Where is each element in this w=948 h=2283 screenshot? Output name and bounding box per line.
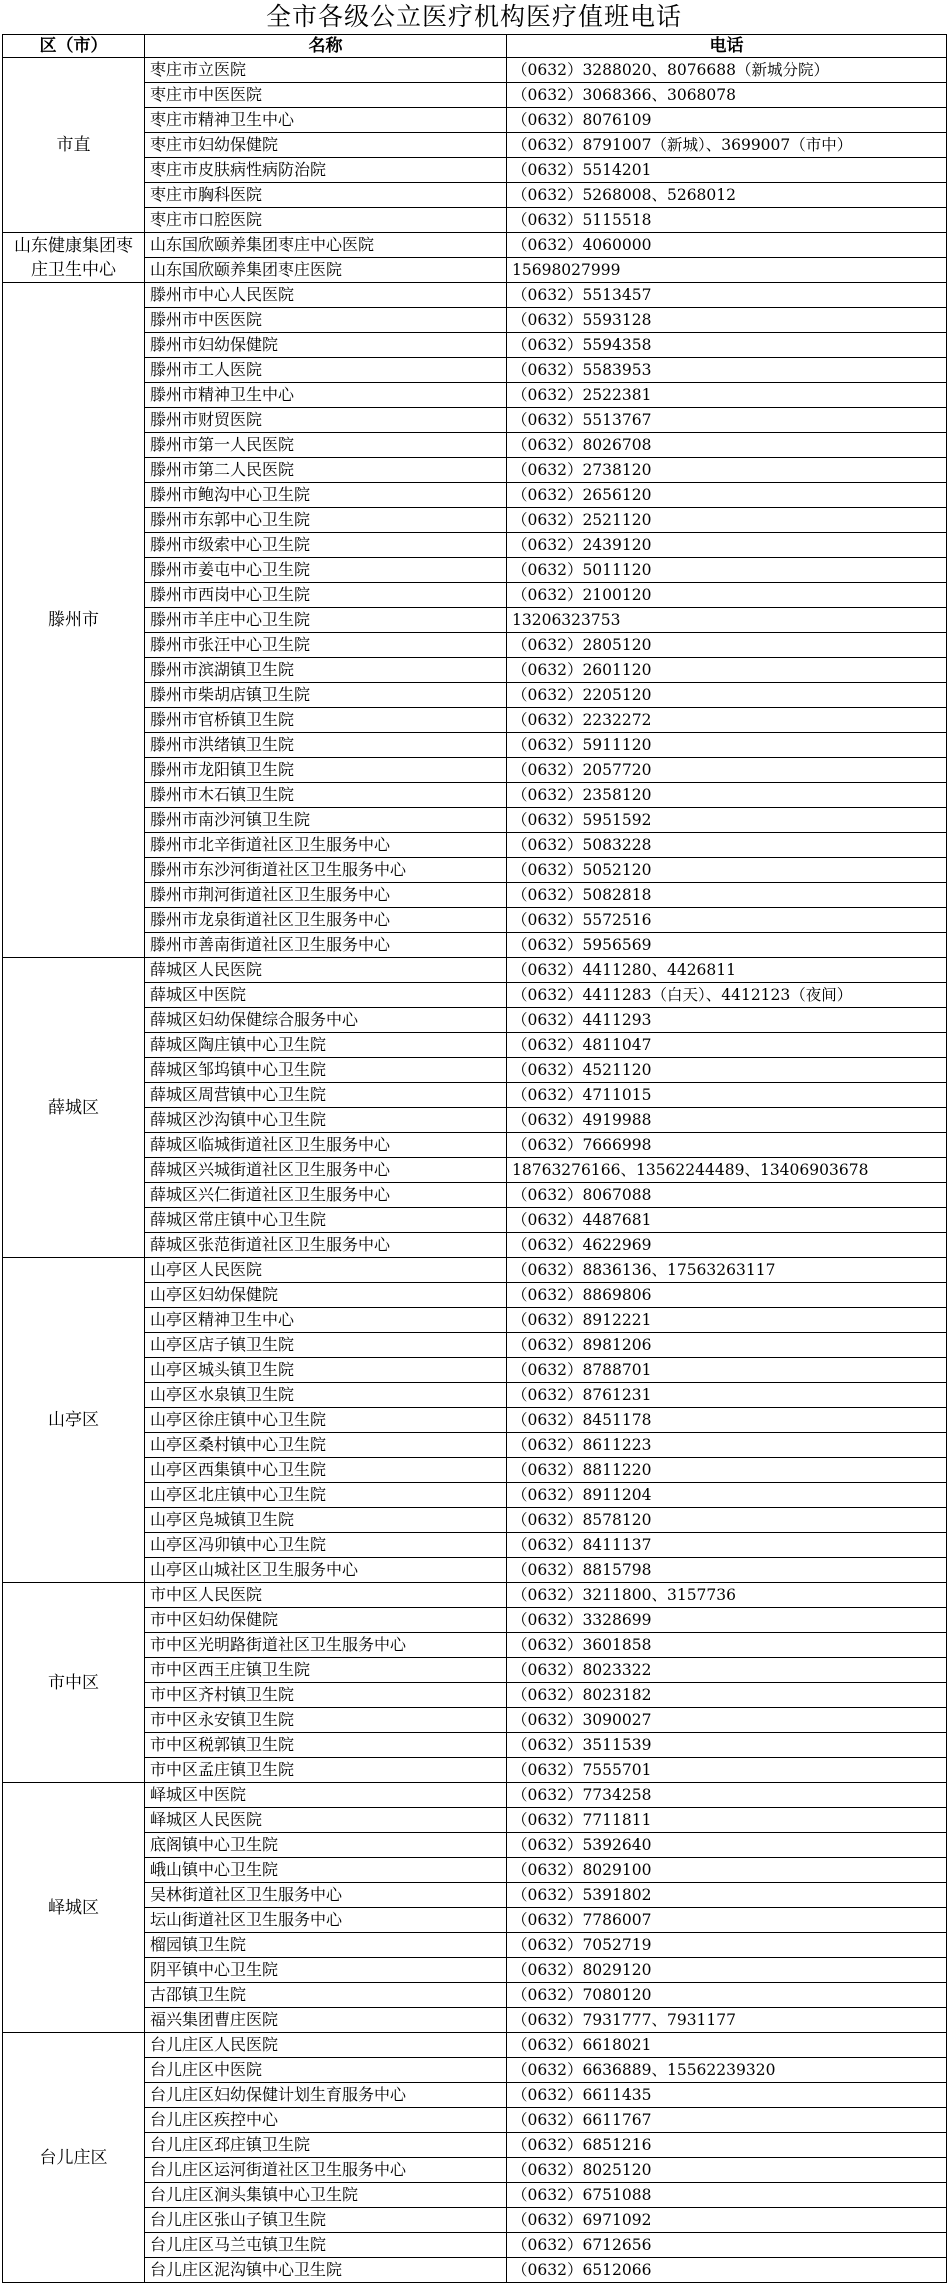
institution-name-cell: 台儿庄区中医院 (145, 2058, 507, 2083)
phone-cell: 13206323753 (507, 608, 947, 633)
phone-cell: （0632）7555701 (507, 1758, 947, 1783)
district-cell: 山东健康集团枣庄卫生中心 (3, 233, 145, 283)
phone-cell: （0632）7734258 (507, 1783, 947, 1808)
phone-cell: （0632）5082818 (507, 883, 947, 908)
phone-cell: （0632）6512066 (507, 2258, 947, 2283)
table-row (3, 1333, 947, 1358)
institution-name-cell: 薛城区邹坞镇中心卫生院 (145, 1058, 507, 1083)
table-row (3, 1133, 947, 1158)
phone-cell: （0632）5572516 (507, 908, 947, 933)
phone-cell: （0632）7931777、7931177 (507, 2008, 947, 2033)
table-row (3, 358, 947, 383)
institution-name-cell: 山亭区人民医院 (145, 1258, 507, 1283)
phone-cell: （0632）7786007 (507, 1908, 947, 1933)
institution-name-cell: 滕州市北辛街道社区卫生服务中心 (145, 833, 507, 858)
institution-name-cell: 滕州市级索中心卫生院 (145, 533, 507, 558)
table-row (3, 533, 947, 558)
table-row (3, 1758, 947, 1783)
table-row (3, 758, 947, 783)
institution-name-cell: 滕州市善南街道社区卫生服务中心 (145, 933, 507, 958)
institution-name-cell: 市中区税郭镇卫生院 (145, 1733, 507, 1758)
institution-name-cell: 台儿庄区妇幼保健计划生育服务中心 (145, 2083, 507, 2108)
institution-name-cell: 薛城区人民医院 (145, 958, 507, 983)
institution-name-cell: 山亭区北庄镇中心卫生院 (145, 1483, 507, 1508)
phone-cell: （0632）4919988 (507, 1108, 947, 1133)
institution-name-cell: 山亭区城头镇卫生院 (145, 1358, 507, 1383)
phone-cell: （0632）2522381 (507, 383, 947, 408)
institution-name-cell: 枣庄市立医院 (145, 58, 507, 83)
table-row (3, 433, 947, 458)
institution-name-cell: 台儿庄区涧头集镇中心卫生院 (145, 2183, 507, 2208)
table-row (3, 658, 947, 683)
institution-name-cell: 薛城区兴城街道社区卫生服务中心 (145, 1158, 507, 1183)
table-row (3, 958, 947, 983)
table-row (3, 1008, 947, 1033)
phone-cell: （0632）5956569 (507, 933, 947, 958)
phone-cell: （0632）2358120 (507, 783, 947, 808)
institution-name-cell: 滕州市第二人民医院 (145, 458, 507, 483)
table-row (3, 1583, 947, 1608)
table-row (3, 383, 947, 408)
table-row (3, 1983, 947, 2008)
phone-cell: （0632）6851216 (507, 2133, 947, 2158)
institution-name-cell: 市中区孟庄镇卫生院 (145, 1758, 507, 1783)
institution-name-cell: 榴园镇卫生院 (145, 1933, 507, 1958)
institution-name-cell: 滕州市中心人民医院 (145, 283, 507, 308)
table-row (3, 1258, 947, 1283)
phone-cell: （0632）8023182 (507, 1683, 947, 1708)
institution-name-cell: 福兴集团曹庄医院 (145, 2008, 507, 2033)
table-row (3, 633, 947, 658)
table-row (3, 1183, 947, 1208)
phone-cell: （0632）8788701 (507, 1358, 947, 1383)
table-row (3, 1058, 947, 1083)
phone-cell: （0632）2738120 (507, 458, 947, 483)
table-row (3, 2083, 947, 2108)
table-row (3, 2033, 947, 2058)
institution-name-cell: 山东国欣颐养集团枣庄中心医院 (145, 233, 507, 258)
institution-name-cell: 薛城区妇幼保健综合服务中心 (145, 1008, 507, 1033)
phone-cell: （0632）5052120 (507, 858, 947, 883)
phone-cell: （0632）4411283（白天）、4412123（夜间） (507, 983, 947, 1008)
table-row (3, 983, 947, 1008)
phone-cell: （0632）5911120 (507, 733, 947, 758)
phone-cell: （0632）4811047 (507, 1033, 947, 1058)
phone-cell: （0632）8026708 (507, 433, 947, 458)
phone-cell: （0632）3511539 (507, 1733, 947, 1758)
table-row (3, 1833, 947, 1858)
table-row (3, 258, 947, 283)
table-row (3, 458, 947, 483)
table-row (3, 1533, 947, 1558)
institution-name-cell: 山亭区西集镇中心卫生院 (145, 1458, 507, 1483)
institution-name-cell: 滕州市中医医院 (145, 308, 507, 333)
phone-cell: （0632）6611435 (507, 2083, 947, 2108)
phone-cell: 15698027999 (507, 258, 947, 283)
column-header-district: 区（市） (3, 35, 145, 58)
institution-name-cell: 山亭区妇幼保健院 (145, 1283, 507, 1308)
institution-name-cell: 山亭区店子镇卫生院 (145, 1333, 507, 1358)
table-row (3, 883, 947, 908)
table-row (3, 1633, 947, 1658)
institution-name-cell: 枣庄市口腔医院 (145, 208, 507, 233)
column-header-phone: 电话 (507, 35, 947, 58)
table-row (3, 1508, 947, 1533)
table-row (3, 558, 947, 583)
institution-name-cell: 市中区西王庄镇卫生院 (145, 1658, 507, 1683)
table-row (3, 1158, 947, 1183)
institution-name-cell: 滕州市柴胡店镇卫生院 (145, 683, 507, 708)
institution-name-cell: 市中区妇幼保健院 (145, 1608, 507, 1633)
institution-name-cell: 山东国欣颐养集团枣庄医院 (145, 258, 507, 283)
phone-cell: （0632）8761231 (507, 1383, 947, 1408)
table-row (3, 408, 947, 433)
phone-cell: （0632）8869806 (507, 1283, 947, 1308)
phone-cell: （0632）5513767 (507, 408, 947, 433)
phone-cell: （0632）8029100 (507, 1858, 947, 1883)
institution-name-cell: 滕州市官桥镇卫生院 (145, 708, 507, 733)
table-row (3, 583, 947, 608)
table-row (3, 1733, 947, 1758)
institution-name-cell: 滕州市木石镇卫生院 (145, 783, 507, 808)
institution-name-cell: 滕州市东沙河街道社区卫生服务中心 (145, 858, 507, 883)
phone-cell: （0632）6971092 (507, 2208, 947, 2233)
phone-cell: （0632）5115518 (507, 208, 947, 233)
district-cell: 山亭区 (3, 1258, 145, 1583)
phone-cell: （0632）8411137 (507, 1533, 947, 1558)
phone-cell: （0632）6618021 (507, 2033, 947, 2058)
institution-name-cell: 滕州市羊庄中心卫生院 (145, 608, 507, 633)
district-cell: 峄城区 (3, 1783, 145, 2033)
table-row (3, 1458, 947, 1483)
phone-cell: （0632）7666998 (507, 1133, 947, 1158)
institution-name-cell: 滕州市财贸医院 (145, 408, 507, 433)
phone-cell: （0632）2439120 (507, 533, 947, 558)
phone-cell: （0632）5513457 (507, 283, 947, 308)
institution-name-cell: 滕州市南沙河镇卫生院 (145, 808, 507, 833)
phone-cell: （0632）4711015 (507, 1083, 947, 1108)
phone-cell: （0632）8811220 (507, 1458, 947, 1483)
institution-name-cell: 枣庄市中医医院 (145, 83, 507, 108)
table-row (3, 1558, 947, 1583)
institution-name-cell: 台儿庄区马兰屯镇卫生院 (145, 2233, 507, 2258)
institution-name-cell: 滕州市鲍沟中心卫生院 (145, 483, 507, 508)
phone-cell: （0632）5594358 (507, 333, 947, 358)
phone-cell: （0632）3328699 (507, 1608, 947, 1633)
district-cell: 市直 (3, 58, 145, 233)
institution-name-cell: 滕州市姜屯中心卫生院 (145, 558, 507, 583)
hospital-phone-table (2, 34, 947, 2283)
institution-name-cell: 坛山街道社区卫生服务中心 (145, 1908, 507, 1933)
phone-cell: （0632）4521120 (507, 1058, 947, 1083)
table-row (3, 2058, 947, 2083)
phone-cell: （0632）4487681 (507, 1208, 947, 1233)
institution-name-cell: 市中区光明路街道社区卫生服务中心 (145, 1633, 507, 1658)
table-row (3, 2158, 947, 2183)
table-row (3, 1958, 947, 1983)
phone-cell: （0632）3601858 (507, 1633, 947, 1658)
phone-cell: 18763276166、13562244489、13406903678 (507, 1158, 947, 1183)
table-row (3, 1908, 947, 1933)
table-row (3, 2208, 947, 2233)
table-row (3, 158, 947, 183)
phone-cell: （0632）6712656 (507, 2233, 947, 2258)
phone-cell: （0632）5583953 (507, 358, 947, 383)
phone-cell: （0632）5514201 (507, 158, 947, 183)
institution-name-cell: 滕州市工人医院 (145, 358, 507, 383)
phone-cell: （0632）4622969 (507, 1233, 947, 1258)
table-row (3, 1783, 947, 1808)
table-row (3, 283, 947, 308)
institution-name-cell: 薛城区沙沟镇中心卫生院 (145, 1108, 507, 1133)
institution-name-cell: 薛城区临城街道社区卫生服务中心 (145, 1133, 507, 1158)
phone-cell: （0632）2805120 (507, 633, 947, 658)
phone-cell: （0632）8611223 (507, 1433, 947, 1458)
institution-name-cell: 台儿庄区运河街道社区卫生服务中心 (145, 2158, 507, 2183)
institution-name-cell: 底阁镇中心卫生院 (145, 1833, 507, 1858)
institution-name-cell: 阴平镇中心卫生院 (145, 1958, 507, 1983)
table-row (3, 1883, 947, 1908)
phone-cell: （0632）5083228 (507, 833, 947, 858)
table-row (3, 333, 947, 358)
phone-cell: （0632）7711811 (507, 1808, 947, 1833)
phone-cell: （0632）8067088 (507, 1183, 947, 1208)
institution-name-cell: 市中区齐村镇卫生院 (145, 1683, 507, 1708)
institution-name-cell: 台儿庄区邳庄镇卫生院 (145, 2133, 507, 2158)
table-row (3, 808, 947, 833)
table-row (3, 2108, 947, 2133)
institution-name-cell: 滕州市滨湖镇卫生院 (145, 658, 507, 683)
phone-cell: （0632）8912221 (507, 1308, 947, 1333)
institution-name-cell: 滕州市妇幼保健院 (145, 333, 507, 358)
institution-name-cell: 滕州市洪绪镇卫生院 (145, 733, 507, 758)
phone-cell: （0632）3288020、8076688（新城分院） (507, 58, 947, 83)
institution-name-cell: 山亭区水泉镇卫生院 (145, 1383, 507, 1408)
phone-cell: （0632）8836136、17563263117 (507, 1258, 947, 1283)
phone-cell: （0632）4411293 (507, 1008, 947, 1033)
table-row (3, 58, 947, 83)
phone-cell: （0632）2057720 (507, 758, 947, 783)
institution-name-cell: 滕州市龙泉街道社区卫生服务中心 (145, 908, 507, 933)
table-row (3, 208, 947, 233)
phone-cell: （0632）2205120 (507, 683, 947, 708)
table-row (3, 1233, 947, 1258)
table-row (3, 1108, 947, 1133)
phone-cell: （0632）7080120 (507, 1983, 947, 2008)
table-row (3, 733, 947, 758)
table-row (3, 183, 947, 208)
phone-cell: （0632）8076109 (507, 108, 947, 133)
institution-name-cell: 峄城区中医院 (145, 1783, 507, 1808)
institution-name-cell: 薛城区周营镇中心卫生院 (145, 1083, 507, 1108)
phone-cell: （0632）6751088 (507, 2183, 947, 2208)
phone-cell: （0632）2601120 (507, 658, 947, 683)
table-row (3, 308, 947, 333)
phone-cell: （0632）8981206 (507, 1333, 947, 1358)
phone-cell: （0632）4411280、4426811 (507, 958, 947, 983)
table-row (3, 1608, 947, 1633)
institution-name-cell: 枣庄市妇幼保健院 (145, 133, 507, 158)
table-row (3, 933, 947, 958)
table-row (3, 1283, 947, 1308)
table-row (3, 1433, 947, 1458)
phone-cell: （0632）4060000 (507, 233, 947, 258)
table-row (3, 1033, 947, 1058)
district-cell: 台儿庄区 (3, 2033, 145, 2283)
phone-cell: （0632）6636889、15562239320 (507, 2058, 947, 2083)
table-row (3, 483, 947, 508)
table-row (3, 708, 947, 733)
phone-cell: （0632）5951592 (507, 808, 947, 833)
phone-cell: （0632）2232272 (507, 708, 947, 733)
phone-cell: （0632）7052719 (507, 1933, 947, 1958)
table-row (3, 1083, 947, 1108)
institution-name-cell: 滕州市精神卫生中心 (145, 383, 507, 408)
table-row (3, 2258, 947, 2283)
phone-cell: （0632）2100120 (507, 583, 947, 608)
phone-cell: （0632）8023322 (507, 1658, 947, 1683)
institution-name-cell: 滕州市荆河街道社区卫生服务中心 (145, 883, 507, 908)
phone-cell: （0632）2656120 (507, 483, 947, 508)
district-cell: 薛城区 (3, 958, 145, 1258)
table-row (3, 908, 947, 933)
table-row (3, 1858, 947, 1883)
institution-name-cell: 古邵镇卫生院 (145, 1983, 507, 2008)
table-row (3, 508, 947, 533)
phone-cell: （0632）8815798 (507, 1558, 947, 1583)
phone-cell: （0632）3090027 (507, 1708, 947, 1733)
phone-cell: （0632）3211800、3157736 (507, 1583, 947, 1608)
institution-name-cell: 薛城区陶庄镇中心卫生院 (145, 1033, 507, 1058)
institution-name-cell: 滕州市龙阳镇卫生院 (145, 758, 507, 783)
institution-name-cell: 台儿庄区人民医院 (145, 2033, 507, 2058)
phone-cell: （0632）8029120 (507, 1958, 947, 1983)
institution-name-cell: 枣庄市精神卫生中心 (145, 108, 507, 133)
institution-name-cell: 薛城区张范街道社区卫生服务中心 (145, 1233, 507, 1258)
phone-cell: （0632）3068366、3068078 (507, 83, 947, 108)
phone-cell: （0632）5011120 (507, 558, 947, 583)
institution-name-cell: 山亭区凫城镇卫生院 (145, 1508, 507, 1533)
institution-name-cell: 台儿庄区张山子镇卫生院 (145, 2208, 507, 2233)
table-row (3, 1933, 947, 1958)
institution-name-cell: 滕州市第一人民医院 (145, 433, 507, 458)
phone-cell: （0632）8578120 (507, 1508, 947, 1533)
table-row (3, 1308, 947, 1333)
phone-cell: （0632）8025120 (507, 2158, 947, 2183)
phone-cell: （0632）5391802 (507, 1883, 947, 1908)
institution-name-cell: 滕州市张汪中心卫生院 (145, 633, 507, 658)
table-row (3, 783, 947, 808)
institution-name-cell: 滕州市西岗中心卫生院 (145, 583, 507, 608)
table-row (3, 1708, 947, 1733)
institution-name-cell: 山亭区山城社区卫生服务中心 (145, 1558, 507, 1583)
table-row (3, 1408, 947, 1433)
phone-cell: （0632）5392640 (507, 1833, 947, 1858)
institution-name-cell: 市中区人民医院 (145, 1583, 507, 1608)
institution-name-cell: 山亭区徐庄镇中心卫生院 (145, 1408, 507, 1433)
table-row (3, 233, 947, 258)
phone-cell: （0632）8451178 (507, 1408, 947, 1433)
institution-name-cell: 山亭区精神卫生中心 (145, 1308, 507, 1333)
institution-name-cell: 枣庄市胸科医院 (145, 183, 507, 208)
district-cell: 市中区 (3, 1583, 145, 1783)
phone-cell: （0632）5593128 (507, 308, 947, 333)
institution-name-cell: 薛城区中医院 (145, 983, 507, 1008)
phone-cell: （0632）5268008、5268012 (507, 183, 947, 208)
table-row (3, 2133, 947, 2158)
institution-name-cell: 峄城区人民医院 (145, 1808, 507, 1833)
district-cell: 滕州市 (3, 283, 145, 958)
table-row (3, 2008, 947, 2033)
table-row (3, 2233, 947, 2258)
institution-name-cell: 台儿庄区疾控中心 (145, 2108, 507, 2133)
table-row (3, 683, 947, 708)
table-row (3, 2183, 947, 2208)
table-row (3, 1383, 947, 1408)
institution-name-cell: 台儿庄区泥沟镇中心卫生院 (145, 2258, 507, 2283)
table-row (3, 1208, 947, 1233)
table-row (3, 833, 947, 858)
page-title: 全市各级公立医疗机构医疗值班电话 (265, 2, 682, 31)
institution-name-cell: 山亭区桑村镇中心卫生院 (145, 1433, 507, 1458)
phone-cell: （0632）2521120 (507, 508, 947, 533)
table-header-row (3, 35, 947, 58)
institution-name-cell: 峨山镇中心卫生院 (145, 1858, 507, 1883)
column-header-name: 名称 (145, 35, 507, 58)
institution-name-cell: 市中区永安镇卫生院 (145, 1708, 507, 1733)
table-row (3, 108, 947, 133)
table-row (3, 608, 947, 633)
table-row (3, 858, 947, 883)
table-row (3, 83, 947, 108)
institution-name-cell: 山亭区冯卯镇中心卫生院 (145, 1533, 507, 1558)
table-row (3, 1808, 947, 1833)
table-row (3, 1358, 947, 1383)
institution-name-cell: 薛城区兴仁街道社区卫生服务中心 (145, 1183, 507, 1208)
table-row (3, 1483, 947, 1508)
institution-name-cell: 薛城区常庄镇中心卫生院 (145, 1208, 507, 1233)
table-row (3, 1683, 947, 1708)
table-row (3, 133, 947, 158)
table-row (3, 1658, 947, 1683)
phone-cell: （0632）6611767 (507, 2108, 947, 2133)
institution-name-cell: 枣庄市皮肤病性病防治院 (145, 158, 507, 183)
institution-name-cell: 吴林街道社区卫生服务中心 (145, 1883, 507, 1908)
phone-cell: （0632）8791007（新城）、3699007（市中） (507, 133, 947, 158)
phone-cell: （0632）8911204 (507, 1483, 947, 1508)
institution-name-cell: 滕州市东郭中心卫生院 (145, 508, 507, 533)
table-body (3, 58, 947, 2283)
